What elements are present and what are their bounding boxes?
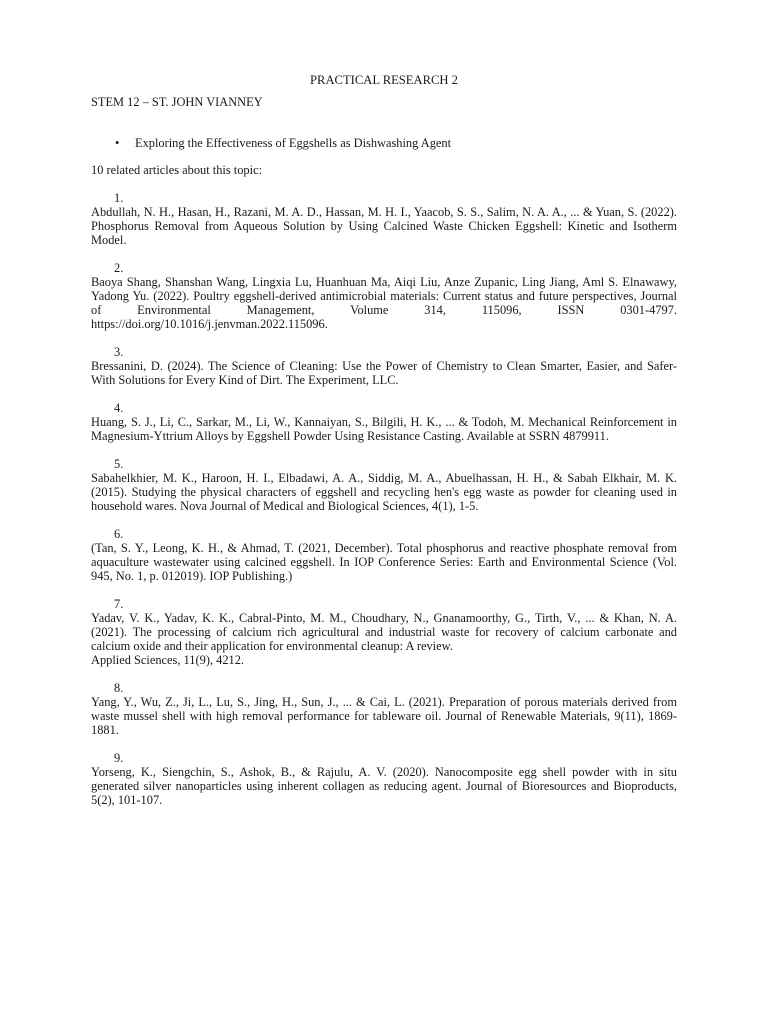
reference-number: 9. [114, 751, 124, 765]
reference-number: 7. [114, 597, 124, 611]
topic-item [91, 136, 677, 150]
reference-text: Yadav, V. K., Yadav, K. K., Cabral-Pinto, M. M., Choudhary, N., Gnanamoorthy, G., Tirth, V., ... & Khan, N. A. (2021). The processing of calcium rich agricultural and industrial waste for recovery of calcium carbonate and calcium oxide and their application for environmental cleanup: A review. [91, 611, 677, 653]
class-section-line: STEM 12 – ST. JOHN VIANNEY [91, 95, 263, 109]
bullet-icon: • [115, 136, 120, 150]
reference-number: 1. [114, 191, 124, 205]
reference-text: Bressanini, D. (2024). The Science of Cleaning: Use the Power of Chemistry to Clean Smarter, Easier, and Safer-With Solutions for Every Kind of Dirt. The Experiment, LLC. [91, 359, 677, 387]
document-title: PRACTICAL RESEARCH 2 [310, 73, 458, 87]
reference-number: 5. [114, 457, 124, 471]
reference-journal-line: Applied Sciences, 11(9), 4212. [91, 653, 245, 667]
topic-text: Exploring the Effectiveness of Eggshells as Dishwashing Agent [135, 136, 452, 150]
reference-item-8 [91, 681, 677, 737]
reference-item-1 [91, 191, 677, 247]
reference-item-3 [91, 345, 677, 387]
reference-text: Baoya Shang, Shanshan Wang, Lingxia Lu, Huanhuan Ma, Aiqi Liu, Anze Zupanic, Ling Jiang, Aml S. Elnawawy, Yadong Yu. (2022). Poultry eggshell-derived antimicrobial materials: Current status and future perspectives, Journal of Environmental Management, Volume 314, 115096, ISSN 0301-4797. https://doi.org/10.1016/j.jenvman.2022.115096. [91, 275, 677, 331]
reference-text: Yorseng, K., Siengchin, S., Ashok, B., & Rajulu, A. V. (2020). Nanocomposite egg shell powder with in situ generated silver nanoparticles using inherent collagen as reducing agent. Journal of Bioresources and Bioproducts, 5(2), 101-107. [91, 765, 677, 807]
reference-number: 3. [114, 345, 124, 359]
reference-item-6 [91, 527, 677, 583]
reference-text: (Tan, S. Y., Leong, K. H., & Ahmad, T. (2021, December). Total phosphorus and reactive phosphate removal from aquaculture wastewater using calcined eggshell. In IOP Conference Series: Earth and Environmental Science (Vol. 945, No. 1, p. 012019). IOP Publishing.) [91, 541, 677, 583]
reference-number: 4. [114, 401, 124, 415]
reference-item-4 [91, 401, 677, 443]
reference-item-5 [91, 457, 677, 513]
reference-text: Huang, S. J., Li, C., Sarkar, M., Li, W., Kannaiyan, S., Bilgili, H. K., ... & Todoh, M. Mechanical Reinforcement in Magnesium-Yttrium Alloys by Eggshell Powder Using Resistance Casting. Available at SSRN 4879911. [91, 415, 677, 443]
reference-item-7 [91, 597, 677, 667]
document-page [91, 73, 677, 807]
reference-number: 8. [114, 681, 124, 695]
reference-item-2 [91, 261, 677, 331]
topic-list [91, 136, 677, 150]
reference-text: Yang, Y., Wu, Z., Ji, L., Lu, S., Jing, H., Sun, J., ... & Cai, L. (2021). Preparation of porous materials derived from waste mussel shell with high removal performance for tableware oil. Journal of Renewable Materials, 9(11), 1869-1881. [91, 695, 677, 737]
reference-number: 2. [114, 261, 124, 275]
reference-text: Abdullah, N. H., Hasan, H., Razani, M. A. D., Hassan, M. H. I., Yaacob, S. S., Salim, N. A. A., ... & Yuan, S. (2022). Phosphorus Removal from Aqueous Solution by Using Calcined Waste Chicken Eggshell: Kinetic and Isotherm Model. [91, 205, 677, 247]
reference-list [91, 191, 677, 807]
reference-number: 6. [114, 527, 124, 541]
intro-text: 10 related articles about this topic: [91, 163, 263, 177]
reference-item-9 [91, 751, 677, 807]
reference-text: Sabahelkhier, M. K., Haroon, H. I., Elbadawi, A. A., Siddig, M. A., Abuelhassan, H. H., & Sabah Elkhair, M. K. (2015). Studying the physical characters of eggshell and recycling hen's egg waste as powder for cleaning used in household wares. Nova Journal of Medical and Biological Sciences, 4(1), 1-5. [91, 471, 677, 513]
